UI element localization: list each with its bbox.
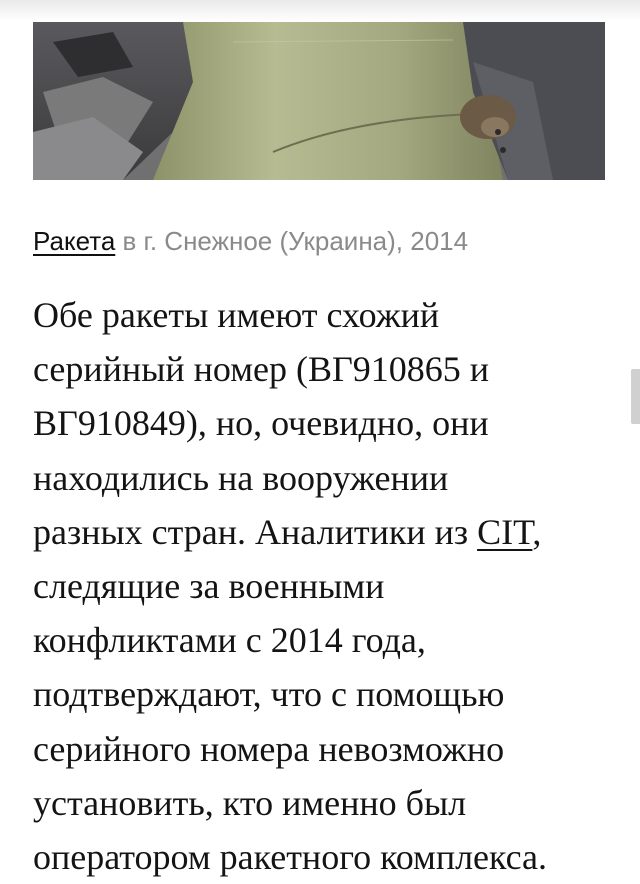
article-line: находились на вооружении bbox=[33, 457, 449, 498]
article-line: подтверждают, что с помощью bbox=[33, 674, 505, 715]
cit-link[interactable]: CIT bbox=[477, 511, 533, 552]
photo-caption bbox=[33, 224, 613, 258]
top-shadow bbox=[0, 0, 640, 22]
cit-comma: , bbox=[532, 511, 542, 552]
article-line-text: разных стран. Аналитики из bbox=[33, 511, 478, 552]
article-line: установить, кто именно был bbox=[33, 782, 467, 823]
article-photo-missile bbox=[33, 22, 605, 180]
article-line: серийного номера невозможно bbox=[33, 728, 505, 769]
article-paragraph bbox=[33, 288, 605, 884]
scrollbar-handle[interactable] bbox=[631, 369, 640, 424]
article-line: серийный номер (ВГ910865 и bbox=[33, 349, 490, 390]
caption-text: в г. Снежное (Украина), 2014 bbox=[115, 226, 469, 256]
article-line: конфликтами с 2014 года, bbox=[33, 620, 426, 661]
article-line: следящие за военными bbox=[33, 566, 385, 607]
article-line: Обе ракеты имеют схожий bbox=[33, 295, 440, 335]
article-line-with-link bbox=[33, 505, 605, 559]
caption-link-missile[interactable]: Ракета bbox=[33, 226, 116, 256]
article-line: ВГ910849), но, очевидно, они bbox=[33, 403, 489, 444]
article-line: оператором ракетного комплекса. bbox=[33, 837, 548, 878]
